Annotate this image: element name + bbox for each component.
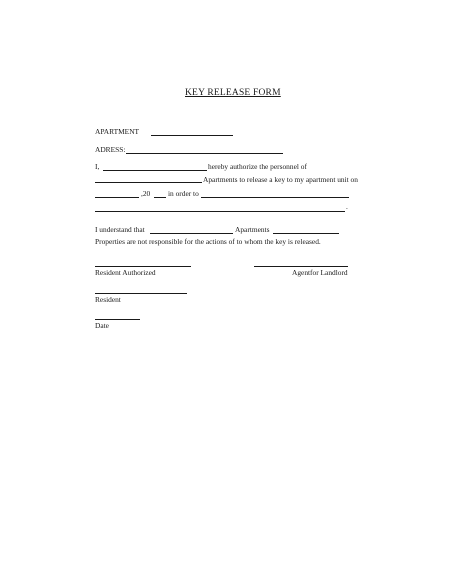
apartments-release-text: Apartments to release a key to my apartment unit on <box>203 175 358 184</box>
name-field[interactable] <box>103 170 207 171</box>
year-field[interactable] <box>154 197 166 198</box>
apartments-text: Apartments <box>235 225 270 234</box>
date-label: Date <box>95 321 109 330</box>
address-label: ADRESS: <box>95 145 126 154</box>
year-prefix: ,20 <box>141 189 151 198</box>
understand-text: I understand that <box>95 225 145 234</box>
reason-field[interactable] <box>201 197 349 198</box>
company-field-2[interactable] <box>273 233 339 234</box>
reason-continuation-field[interactable] <box>95 211 345 212</box>
hereby-text: hereby authorize the personnel of <box>208 162 307 171</box>
resident-label: Resident <box>95 295 121 304</box>
period: . <box>346 202 348 211</box>
in-order-to-text: in order to <box>168 189 199 198</box>
company-field[interactable] <box>150 233 233 234</box>
apartment-field[interactable] <box>151 135 233 136</box>
properties-text: Properties are not responsible for the actions of to whom the key is released. <box>95 237 321 246</box>
form-title: KEY RELEASE FORM <box>185 88 281 98</box>
resident-authorized-label: Resident Authorized <box>95 268 156 277</box>
agent-landlord-label: Agentfor Landlord <box>292 268 348 277</box>
apartment-label: APARTMENT <box>95 127 140 136</box>
agent-signature-line[interactable] <box>254 266 348 267</box>
address-field[interactable] <box>126 153 283 154</box>
resident-authorized-signature-line[interactable] <box>95 266 191 267</box>
apartment-name-field[interactable] <box>95 182 202 183</box>
resident-signature-line[interactable] <box>95 293 187 294</box>
i-label: I, <box>95 162 100 171</box>
release-date-field[interactable] <box>95 197 139 198</box>
date-line[interactable] <box>95 319 140 320</box>
